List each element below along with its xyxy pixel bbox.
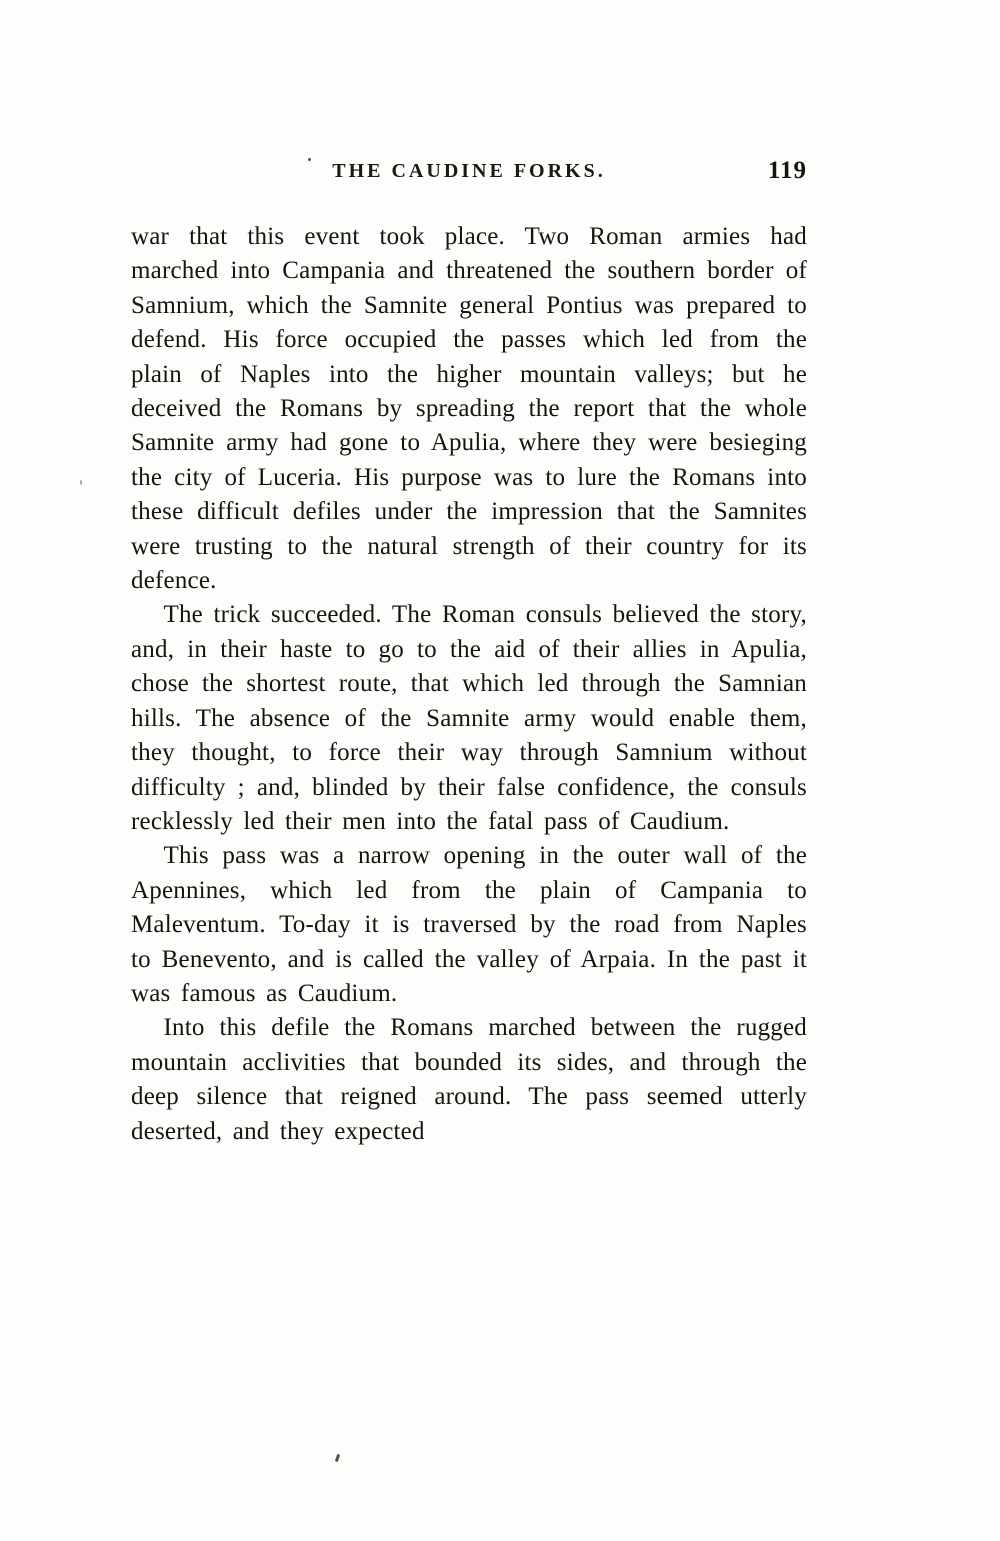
page-number: 119 bbox=[767, 157, 807, 184]
paragraph: Into this defile the Romans marched between the rugged mountain acclivities that bounded its sides, and through the deep silence that reigned around. The pass seemed utterly deserted, and they expected bbox=[131, 1014, 807, 1145]
body-text bbox=[131, 220, 807, 1149]
page-header bbox=[131, 157, 807, 194]
scan-speck bbox=[308, 158, 311, 161]
paragraph: war that this event took place. Two Roman armies had marched into Campania and threatened the southern border of Samnium, which the Samnite general Pontius was prepared to defend. His force occupied the passes which led from the plain of Naples into the higher mountain valleys; but he deceived the Romans by spreading the report that the whole Samnite army had gone to Apulia, where they were besieging the city of Luceria. His purpose was to lure the Romans into these difficult defiles under the impression that the Samnites were trusting to the natural strength of their country for its defence. bbox=[131, 223, 807, 595]
running-title: THE CAUDINE FORKS. bbox=[332, 160, 606, 182]
paragraph: The trick succeeded. The Roman consuls believed the story, and, in their haste to go to the aid of their allies in Apulia, chose the shortest route, that which led through the Samnian hills. The absence of the Samnite army would enable them, they thought, to force their way through Samnium without difficulty ; and, blinded by their false confidence, the consuls recklessly led their men into the fatal pass of Caudium. bbox=[131, 601, 807, 835]
scan-speck bbox=[80, 480, 82, 485]
scan-speck bbox=[335, 1454, 340, 1463]
paragraph: This pass was a narrow opening in the outer wall of the Apennines, which led from the plain of Campania to Maleventum. To-day it is traversed by the road from Naples to Benevento, and is called the valley of Arpaia. In the past it was famous as Caudium. bbox=[131, 842, 807, 1007]
page-content bbox=[131, 157, 807, 1149]
